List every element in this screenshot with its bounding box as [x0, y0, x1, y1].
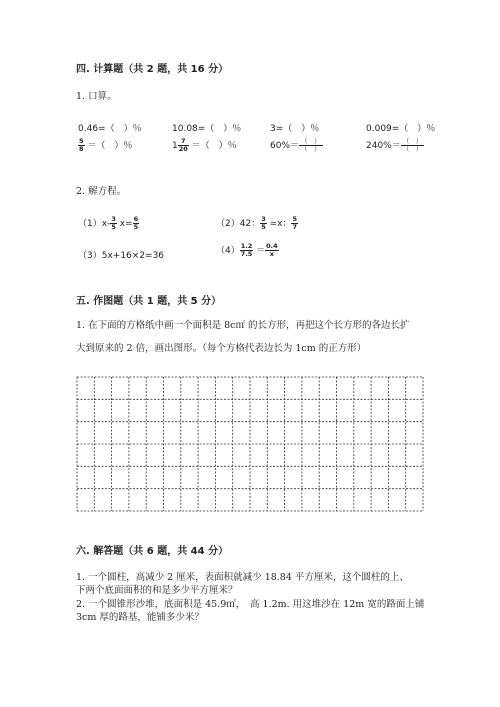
fraction: $\frac{5}{8}$	[79, 137, 84, 153]
word-problem-1-line-1: 1. 一个圆柱，高减少 2 厘米，表面积就减少 18.84 平方厘米，这个圆柱的上、	[76, 572, 409, 583]
q1-label: 1. 口算。	[76, 91, 117, 102]
word-problem-1-line-2: 下两个底面面积的和是多少平方厘米？	[76, 585, 238, 596]
oral-calc-5: $\frac{5}{8}$ ＝（ ）％	[79, 137, 133, 153]
fraction: $\frac{7}{20}$	[178, 137, 188, 153]
blank-fraction: $\frac{( )}{( )}$	[301, 137, 321, 153]
grid-paper[interactable]	[76, 376, 424, 512]
oral-calc-4: 0.009=（ ）％	[366, 124, 436, 134]
section-6-title: 六. 解答题（共 6 题，共 44 分）	[76, 546, 229, 557]
equation-3: （3）5x+16×2=36	[78, 251, 165, 261]
word-problem-2-line-2: 3cm 厚的路基，能铺多少米？	[76, 612, 204, 623]
oral-calc-1: 0.46=（ ）％	[78, 124, 142, 134]
section-4-title: 四. 计算题（共 2 题，共 16 分）	[76, 64, 229, 75]
section-5-title: 五. 作图题（共 1 题，共 5 分）	[76, 296, 222, 307]
q2-label: 2. 解方程。	[76, 186, 127, 197]
equation-1: （1）x- $\frac{3}{5}$ x= $\frac{6}{5}$	[78, 215, 139, 231]
oral-calc-7: 60%＝ $\frac{( )}{( )}$	[270, 137, 321, 153]
equation-4: （4） $\frac{1.2}{7.5}$ ＝ $\frac{0.4}{x}$	[216, 242, 278, 258]
oral-calc-3: 3=（ ）％	[270, 124, 320, 134]
oral-calc-2: 10.08=（ ）％	[172, 124, 242, 134]
blank-fraction: $\frac{( )}{( )}$	[402, 137, 423, 153]
oral-calc-8: 240%＝ $\frac{( )}{( )}$	[366, 137, 423, 153]
drawing-question-line-2: 大到原来的 2 倍，画出图形。（每个方格代表边长为 1cm 的正方形）	[76, 343, 367, 354]
equation-2: （2）42： $\frac{3}{5}$ =x： $\frac{5}{7}$	[216, 215, 297, 231]
drawing-question-line-1: 1. 在下面的方格纸中画一个面积是 8c㎡ 的长方形，再把这个长方形的各边长扩	[76, 320, 410, 331]
oral-calc-6: 1 $\frac{7}{20}$ ＝（ ）％	[172, 137, 237, 153]
word-problem-2-line-1: 2. 一个圆锥形沙堆，底面积是 45.9㎡， 高 1.2m. 用这堆沙在 12m 宽的路面上铺	[76, 599, 425, 610]
